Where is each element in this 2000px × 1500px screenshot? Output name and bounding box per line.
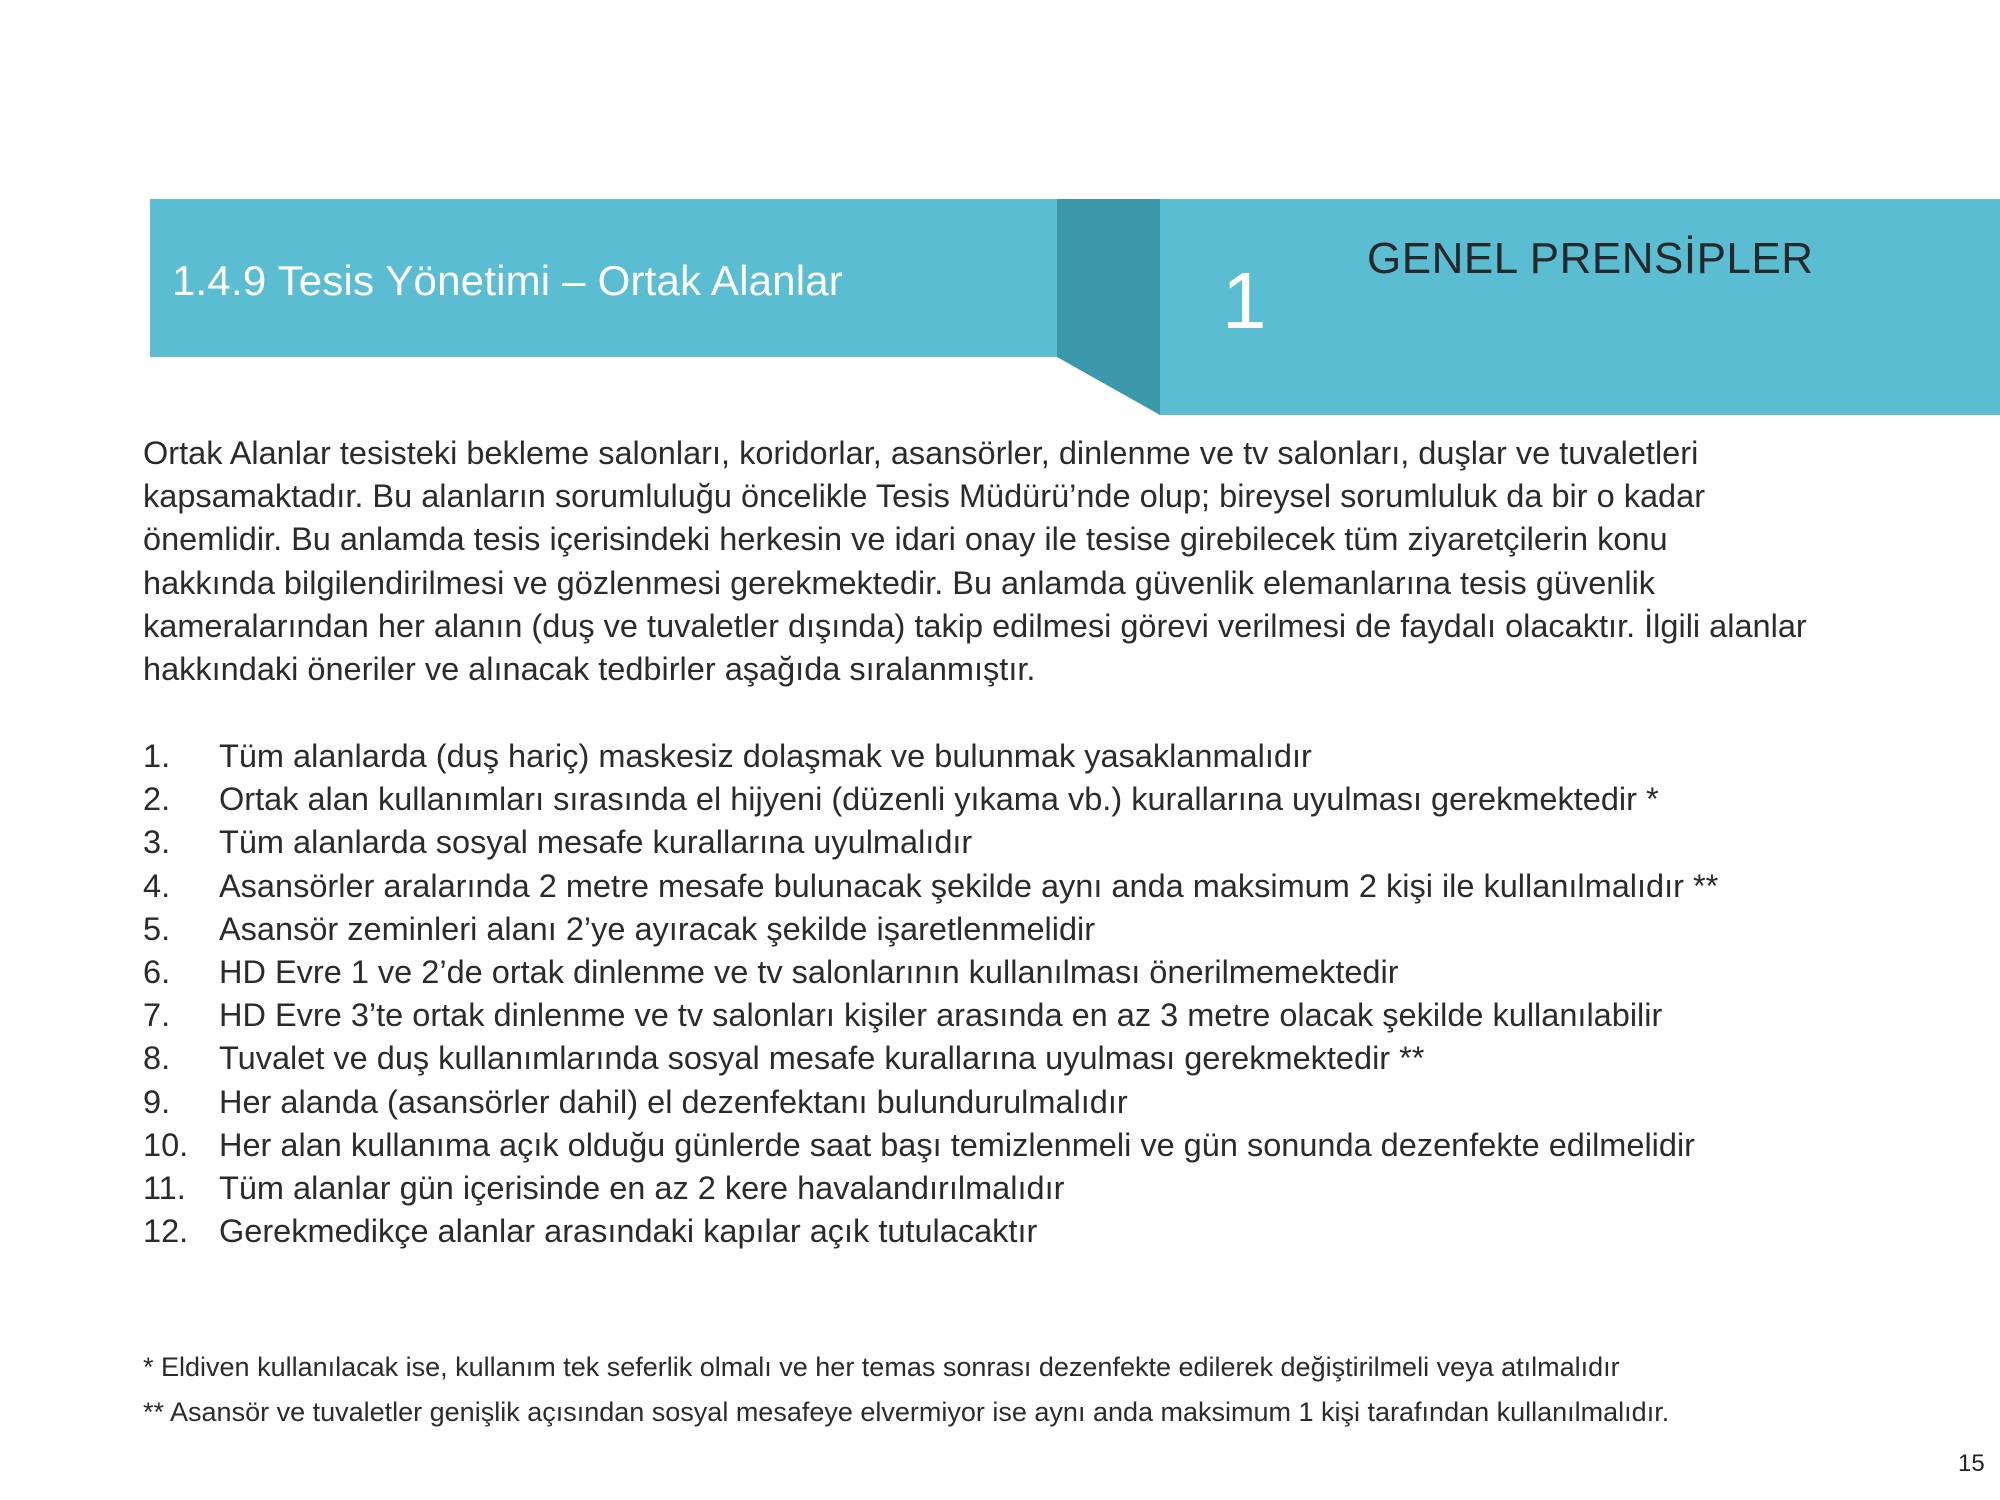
rule-number: 5. [143, 910, 171, 947]
rule-number: 6. [143, 954, 171, 991]
rules-list [143, 735, 1988, 1253]
rule-text: Ortak alan kullanımları sırasında el hijyeni (düzenli yıkama vb.) kurallarına uyulması gerekmektedir * [219, 781, 1659, 818]
rule-item [143, 778, 1988, 821]
rule-text: HD Evre 3’te ortak dinlenme ve tv salonları kişiler arasında en az 3 metre olacak şekilde kullanılabilir [219, 997, 1663, 1034]
rule-item [143, 994, 1988, 1037]
rule-number: 4. [143, 867, 171, 904]
rule-number: 9. [143, 1083, 171, 1120]
rule-item [143, 1210, 1988, 1253]
intro-line: kapsamaktadır. Bu alanların sorumluluğu öncelikle Tesis Müdürü’nde olup; bireysel sorumluluk da bir o kadar [143, 478, 1706, 515]
rule-item [143, 1124, 1988, 1167]
rule-item [143, 821, 1988, 864]
rule-item [143, 908, 1988, 951]
chapter-title: GENEL PRENSİPLER [1367, 234, 1814, 283]
footnotes [143, 1345, 1988, 1435]
rule-number: 10. [143, 1126, 189, 1163]
intro-line: hakkındaki öneriler ve alınacak tedbirler aşağıda sıralanmıştır. [143, 651, 1036, 688]
section-header-banner [150, 199, 1057, 357]
rule-item [143, 865, 1988, 908]
rule-number: 11. [143, 1170, 186, 1207]
rule-text: Asansör zeminleri alanı 2’ye ayıracak şekilde işaretlenmelidir [219, 910, 1096, 947]
rule-number: 1. [143, 738, 171, 774]
rule-number: 12. [143, 1213, 189, 1250]
rule-text: Asansörler aralarında 2 metre mesafe bulunacak şekilde aynı anda maksimum 2 kişi ile kullanılmalıdır ** [219, 867, 1719, 904]
rule-text: Tuvalet ve duş kullanımlarında sosyal mesafe kurallarına uyulması gerekmektedir ** [219, 1040, 1425, 1077]
page-number: 15 [1958, 1450, 1985, 1477]
rule-text: Her alan kullanıma açık olduğu günlerde saat başı temizlenmeli ve gün sonunda dezenfekte edilmelidir [219, 1126, 1696, 1163]
footnote-single-asterisk: * Eldiven kullanılacak ise, kullanım tek seferlik olmalı ve her temas sonrası dezenfekte edilerek değiştirilmeli veya atılmalıdır [143, 1352, 1620, 1382]
chapter-number: 1 [1222, 256, 1267, 345]
chapter-header-banner [1160, 199, 2000, 415]
intro-line: kameralarından her alanın (duş ve tuvaletler dışında) takip edilmesi görevi verilmesi de faydalı olacaktır. İlgili alanlar [143, 607, 1807, 644]
intro-line: hakkında bilgilendirilmesi ve gözlenmesi gerekmektedir. Bu anlamda güvenlik elemanlarına tesis güvenlik [143, 564, 1656, 601]
intro-paragraph [143, 432, 1988, 691]
rule-number: 3. [143, 824, 171, 861]
rule-item [143, 735, 1988, 778]
rule-item [143, 1081, 1988, 1124]
section-title: 1.4.9 Tesis Yönetimi – Ortak Alanlar [172, 257, 843, 304]
rule-number: 8. [143, 1040, 171, 1077]
intro-line: Ortak Alanlar tesisteki bekleme salonları, koridorlar, asansörler, dinlenme ve tv salonları, duşlar ve tuvaletleri [143, 435, 1699, 471]
rule-item [143, 1037, 1988, 1080]
rule-number: 7. [143, 997, 171, 1034]
rule-item [143, 1167, 1988, 1210]
rule-text: Tüm alanlar gün içerisinde en az 2 kere havalandırılmalıdır [219, 1170, 1065, 1207]
rule-text: Tüm alanlarda sosyal mesafe kurallarına uyulmalıdır [219, 824, 973, 861]
rule-item [143, 951, 1988, 994]
intro-line: önemlidir. Bu anlamda tesis içerisindeki herkesin ve idari onay ile tesise girebilecek tüm ziyaretçilerin konu [143, 521, 1668, 558]
rule-text: Gerekmedikçe alanlar arasındaki kapılar açık tutulacaktır [219, 1213, 1038, 1250]
rule-text: Her alanda (asansörler dahil) el dezenfektanı bulundurulmalıdır [219, 1083, 1128, 1120]
rule-number: 2. [143, 781, 171, 818]
rule-text: HD Evre 1 ve 2’de ortak dinlenme ve tv salonlarının kullanılması önerilmemektedir [219, 954, 1399, 991]
footnote-double-asterisk: ** Asansör ve tuvaletler genişlik açısından sosyal mesafeye elvermiyor ise aynı anda maksimum 1 kişi tarafından kullanılmalıdır. [143, 1397, 1670, 1427]
banner-fold-decoration [1057, 199, 1160, 415]
rule-text: Tüm alanlarda (duş hariç) maskesiz dolaşmak ve bulunmak yasaklanmalıdır [219, 738, 1312, 774]
